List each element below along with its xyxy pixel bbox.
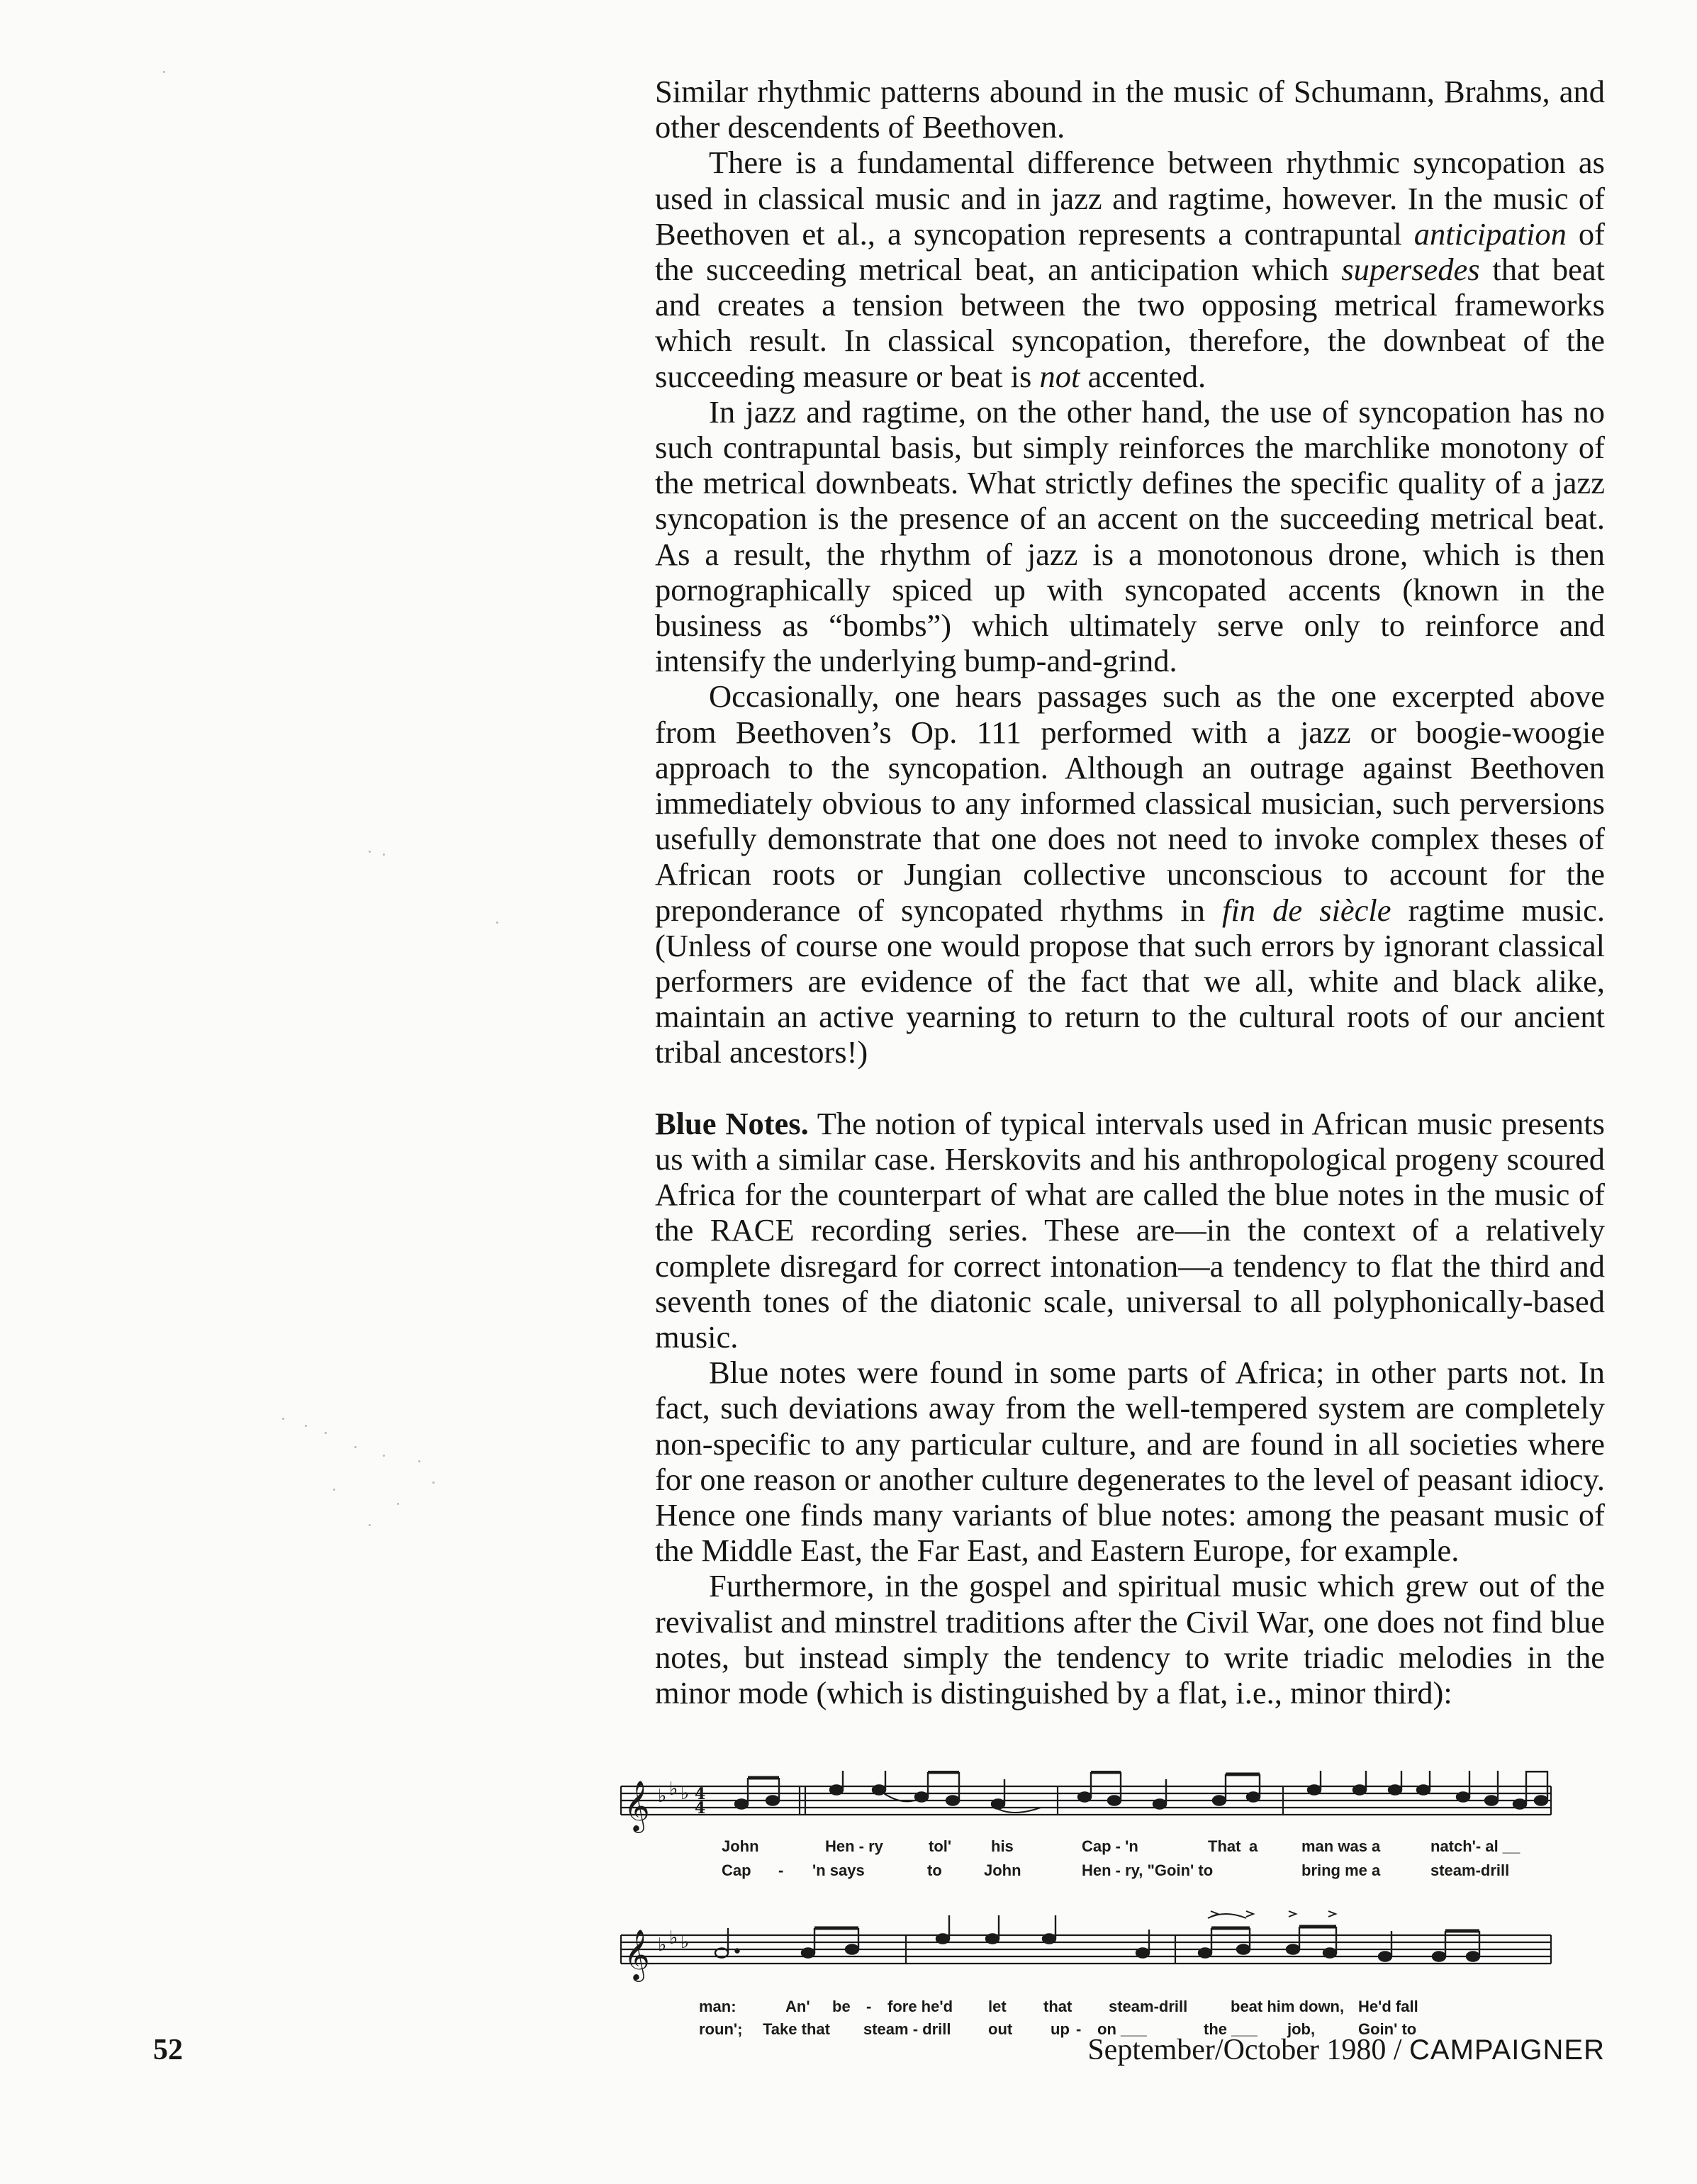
- lyrics-staff2-verse2: roun'; Take that steam - drill out up - on ___ the ___ job, Goin' to: [699, 2020, 1417, 2038]
- section-blue-notes: Blue Notes. The notion of typical intervals used in African music presents us with a similar case. Herskovits and his anthropological progeny scoured Africa for the counterpart of what are called the blue notes in the music of the RACE recording series. These are—in the context of a relatively complete disregard for correct intonation—a tendency to flat the third and seventh tones of the diatonic scale, universal to all polyphonically-based music.: [655, 1105, 1605, 1355]
- svg-text:♭: ♭: [669, 1779, 678, 1800]
- svg-text:♭: ♭: [681, 1783, 690, 1804]
- svg-text:♭: ♭: [669, 1927, 678, 1949]
- music-excerpt-john-henry: [615, 1771, 1558, 2054]
- magazine-name: CAMPAIGNER: [1409, 2034, 1605, 2066]
- running-footer: [1014, 2033, 1605, 2067]
- svg-text:𝄞: 𝄞: [624, 1928, 650, 1980]
- svg-text:4: 4: [695, 1785, 706, 1803]
- paragraph-1: Similar rhythmic patterns abound in the music of Schumann, Brahms, and other descendents of Beethoven.: [655, 74, 1605, 145]
- lyrics-staff1-verse2: Cap - 'n says to John Hen - ry, "Goin' to bring me a steam-drill: [722, 1861, 1510, 1879]
- svg-text:♭: ♭: [658, 1786, 667, 1807]
- svg-text:𝄞: 𝄞: [624, 1779, 650, 1831]
- paragraph-2: There is a fundamental difference between rhythmic syncopation as used in classical music and in jazz and ragtime, however. In the music of Beethoven et al., a syncopation represents a contrapuntal anticipation of the succeeding metrical beat, an anticipation which supersedes that beat and creates a tension between the two opposing metrical frameworks which result. In classical syncopation, therefore, the downbeat of the succeeding measure or beat is not accented.: [655, 145, 1605, 394]
- issue-date: September/October 1980 /: [1087, 2034, 1410, 2066]
- paragraph-6: Blue notes were found in some parts of Africa; in other parts not. In fact, such deviations away from the well-tempered system are completely non-specific to any particular culture, and are found in all societies where for one reason or another culture degenerates to the level of peasant idiocy. Hence one finds many variants of blue notes: among the peasant music of the Middle East, the Far East, and Eastern Europe, for example.: [655, 1355, 1605, 1569]
- lyrics-staff1-verse1: John Hen - ry tol' his Cap - 'n That a man was a natch'- al __: [722, 1837, 1520, 1855]
- page-number: 52: [153, 2034, 183, 2066]
- article-body: [655, 74, 1605, 1710]
- paragraph-3: In jazz and ragtime, on the other hand, the use of syncopation has no such contrapuntal basis, but simply reinforces the marchlike monotony of the metrical downbeats. What strictly defines the specific quality of a jazz syncopation is the presence of an accent on the succeeding metrical beat. As a result, the rhythm of jazz is a monotonous drone, which is then pornographically spiced up with syncopated accents (known in the business as “bombs”) which ultimately serve only to reinforce and intensify the underlying bump-and-grind.: [655, 393, 1605, 679]
- paragraph-7: Furthermore, in the gospel and spiritual music which grew out of the revivalist and minstrel traditions after the Civil War, one does not find blue notes, but instead simply the tendency to write triadic melodies in the minor mode (which is distinguished by a flat, i.e., minor third):: [655, 1568, 1605, 1710]
- paragraph-4: Occasionally, one hears passages such as the one excerpted above from Beethoven’s Op. 111 performed with a jazz or boogie-woogie approach to the syncopation. Although an outrage against Beethoven immediately obvious to any informed classical musician, such perversions usefully demonstrate that one does not need to invoke complex theses of African roots or Jungian collective unconscious to account for the preponderance of syncopated rhythms in fin de siècle ragtime music. (Unless of course one would propose that such errors by ignorant classical performers are evidence of the fact that we all, white and black alike, maintain an active yearning to return to the cultural roots of our ancient tribal ancestors!): [655, 678, 1605, 1070]
- svg-text:♭: ♭: [681, 1932, 690, 1953]
- svg-text:4: 4: [695, 1799, 706, 1818]
- svg-text:♭: ♭: [658, 1934, 667, 1956]
- lyrics-staff2-verse1: man: An' be - fore he'd let that steam-drill beat him down, He'd fall: [699, 1998, 1418, 2015]
- section-heading: Blue Notes.: [655, 1105, 809, 1141]
